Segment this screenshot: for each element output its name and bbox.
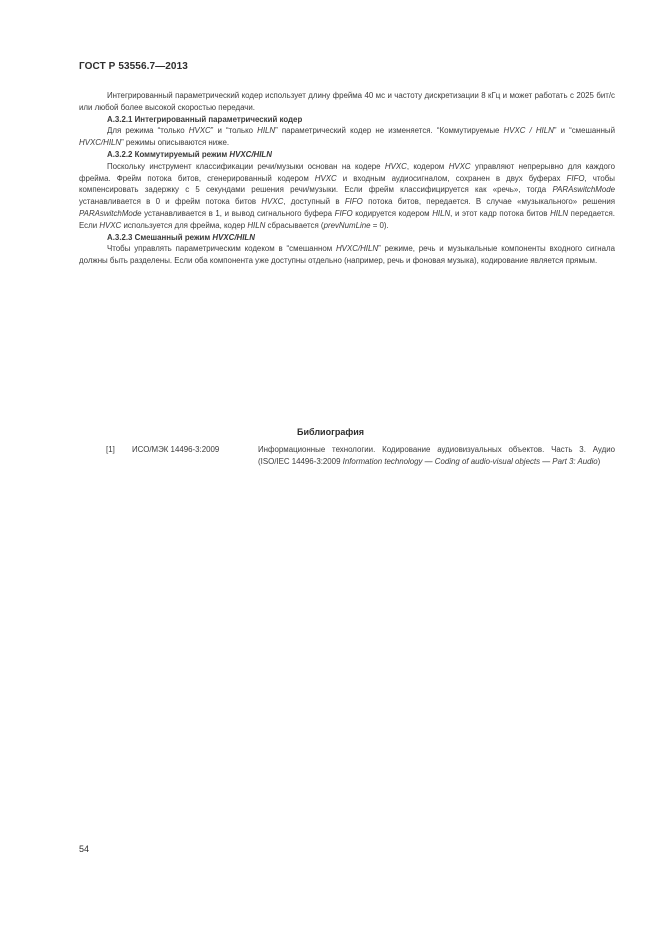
section-heading-a321: А.3.2.1 Интегрированный параметрический кодер — [107, 114, 303, 124]
bibliography-entry-standard: ИСО/МЭК 14496-3:2009 — [132, 445, 220, 454]
section-heading-a322: А.3.2.2 Коммутируемый режим HVXC/HILN — [107, 149, 272, 159]
bibliography-entry-number: [1] — [106, 445, 115, 454]
document-body — [79, 90, 615, 267]
bibliography-entry-text: Информационные технологии. Кодирование аудиовизуальных объектов. Часть 3. Аудио (ISO/IEC 14496-3:2009 Information technology — Coding of audio-visual objects — Part 3: Audio) — [258, 445, 615, 466]
section-text-a323: Чтобы управлять параметрическим кодеком в “смешанном HVXC/HILN” режиме, речь и музыкальные компоненты входного сигнала должны быть разделены. Если оба компонента уже доступны отдельно (например, речь и фоновая музыка), кодирование является прямым. — [79, 244, 615, 266]
intro-paragraph: Интегрированный параметрический кодер использует длину фрейма 40 мс и частоту дискретизации 8 кГц и может работать с 2025 бит/с или любой более высокой скоростью передачи. — [79, 91, 615, 112]
section-heading-a323: А.3.2.3 Смешанный режим HVXC/HILN — [107, 232, 255, 242]
section-text-a322: Поскольку инструмент классификации речи/музыки основан на кодере HVXC, кодером HVXC управляют непрерывно для каждого фрейма. Фрейм потока битов, сгенерированный кодером HVXC и входным аудиосигналом, сохранен в двух буферах FIFO, чтобы компенсировать задержку с 5 секундами решения речи/музыки. Если фрейм классифицируется как «речь», тогда PARAswitchMode устанавливается в 0 и фрейм потока битов HVXC, доступный в FIFO потока битов, передается. В случае «музыкального» решения PARAswitchMode устанавливается в 1, и вывод сигнального буфера FIFO кодируется кодером HILN, и этот кадр потока битов HILN передается. Если HVXC используется для фрейма, кодер HILN сбрасывается (prevNumLine = 0). — [79, 161, 616, 230]
bibliography-title: Библиография — [297, 427, 364, 437]
section-text-a321: Для режима “только HVXC” и “только HILN” параметрический кодер не изменяется. “Коммутируемые HVXC / HILN” и “смешанный HVXC/HILN” режимы описываются ниже. — [79, 126, 616, 148]
page-number: 54 — [79, 844, 90, 854]
document-header: ГОСТ Р 53556.7—2013 — [79, 61, 188, 72]
